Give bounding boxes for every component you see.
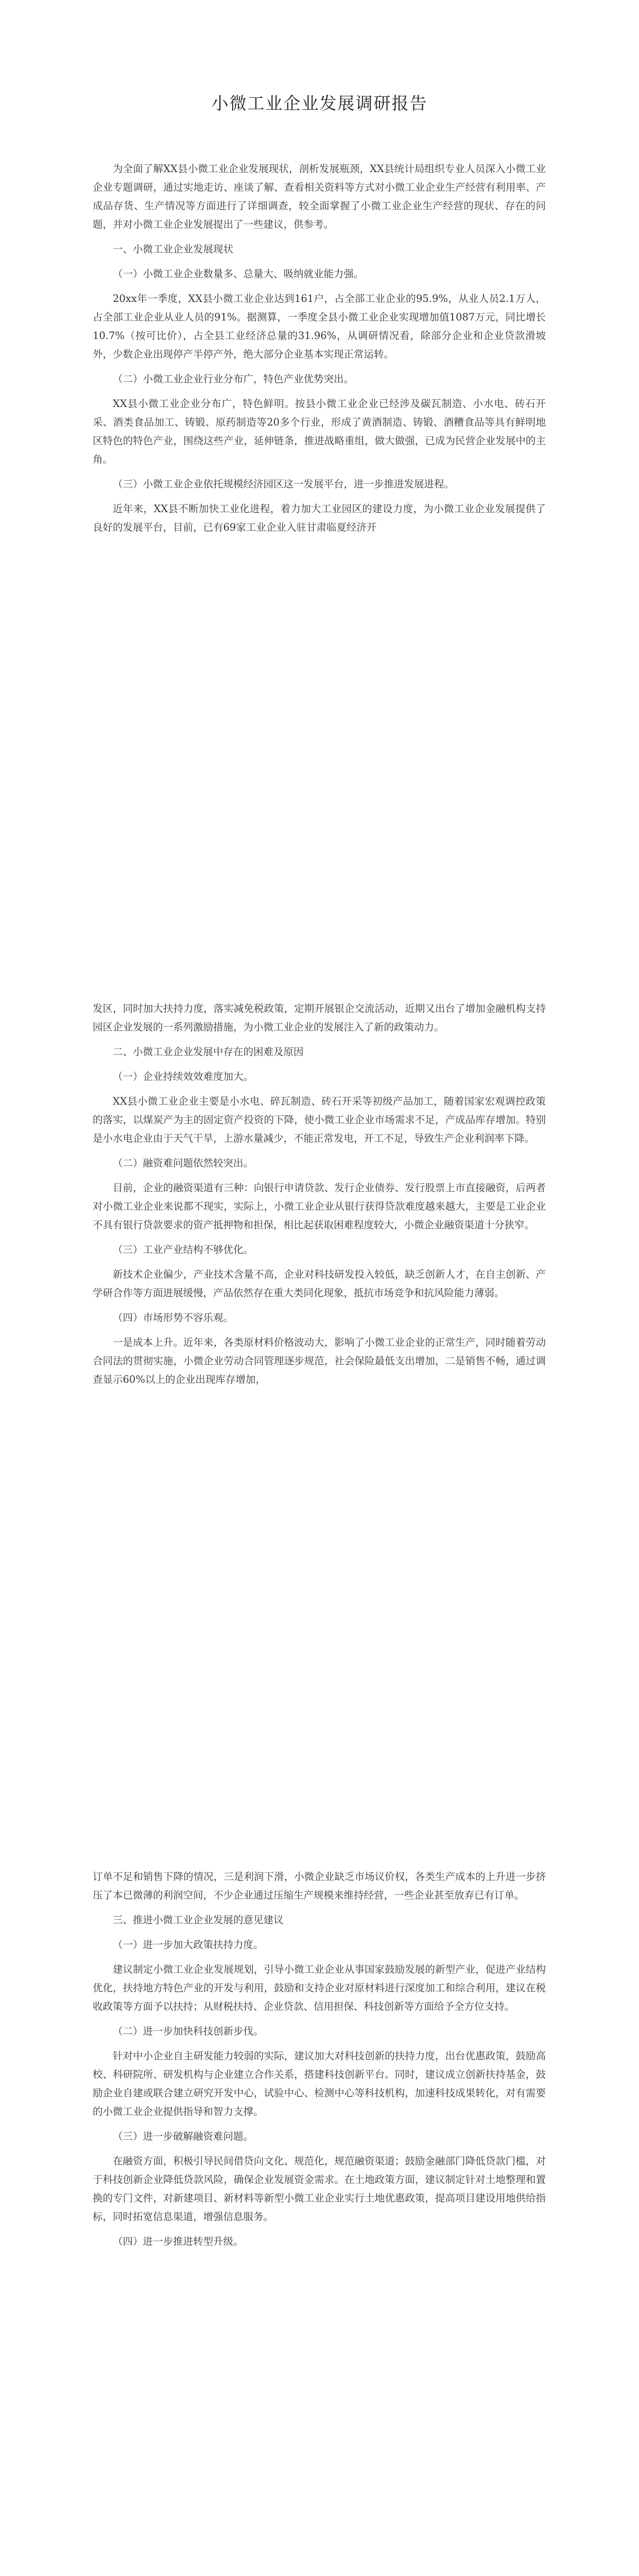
subheading-innovation: （二）进一步加快科技创新步伐。 (113, 2025, 264, 2037)
subheading-financing: （二）融资难问题依然较突出。 (113, 1157, 254, 1169)
subheading-structure: （三）工业产业结构不够优化。 (113, 1244, 254, 1256)
paragraph-structure: 新技术企业偏少，产业技术含量不高，企业对科技研发投入较低，缺乏创新人才，在自主创新、产学研合作等方面进展缓慢，产品依然存在重大类同化现象，抵抗市场竞争和抗风险能力薄弱。 (93, 1268, 546, 1299)
report-title: 小微工业企业发展调研报告 (211, 93, 428, 113)
subheading-transformation: （四）进一步推进转型升级。 (113, 2235, 244, 2247)
paragraph-financing: 目前，企业的融资渠道有三种：向银行申请贷款、发行企业债券、发行股票上市直接融资，后两者对小微工业企业来说都不现实，实际上，小微工业企业从银行获得贷款难度越来越大，主要是工业企业不具有银行贷款要求的资产抵押物和担保，相比起获取困难程度较大，小微企业融资渠道十分狭窄。 (93, 1182, 546, 1231)
subheading-efficiency: （一）企业持续效效难度加大。 (113, 1071, 254, 1082)
paragraph-efficiency: XX县小微工业企业主要是小水电、碎瓦制造、砖石开采等初级产品加工，随着国家宏观调控政策的落实，以煤炭产为主的固定资产投资的下降，使小微工业企业市场需求不足，产成品库存增加。特别是小水电企业由于天气干旱，上游水量减少，不能正常发电，开工不足，导致生产企业利润率下降。 (93, 1095, 546, 1144)
paragraph-park-continued: 发区，同时加大扶持力度，落实减免税政策，定期开展银企交流活动，近期又出台了增加金融机构支持园区企业发展的一系列激励措施，为小微工业企业的发展注入了新的政策动力。 (93, 1003, 546, 1033)
section-block-3 (93, 1868, 546, 2251)
subheading-financing-solution: （三）进一步破解融资难问题。 (113, 2130, 254, 2142)
paragraph-industrial-park: 近年来，XX县不断加快工业化进程，着力加大工业园区的建设力度，为小微工业企业发展提供了良好的发展平台，目前，已有69家工业企业入驻甘肃临夏经济开 (93, 503, 546, 533)
heading-suggestions: 三、推进小微工业企业发展的意见建议 (113, 1914, 284, 1926)
intro-paragraph: 为全面了解XX县小微工业企业发展现状，剖析发展瓶颈，XX县统计局组织专业人员深入小微工业企业专题调研，通过实地走访、座谈了解、查看相关资料等方式对小微工业企业生产经营有利用率、产成品存货、生产情况等方面进行了详细调查，较全面掌握了小微工业企业生产经营的现状、存在的问题，并对小微工业企业发展提出了一些建议，供参考。 (93, 163, 546, 230)
subheading-policy: （一）进一步加大政策扶持力度。 (113, 1939, 264, 1951)
subheading-market: （四）市场形势不容乐观。 (113, 1312, 234, 1324)
subheading-industrial-park: （三）小微工业企业依托规模经济园区这一发展平台，进一步推进发展进程。 (113, 478, 455, 490)
section-block-1 (93, 160, 546, 537)
paragraph-policy: 建议制定小微工业企业发展规划，引导小微工业企业从事国家鼓励发展的新型产业，促进产业结构优化，扶持地方特色产业的开发与利用，鼓励和支持企业对原材料进行深度加工和综合利用，建议在税收政策等方面予以扶持；从财税扶持、企业贷款、信用担保、科技创新等方面给予全方位支持。 (93, 1963, 546, 2012)
heading-difficulties: 二、小微工业企业发展中存在的困难及原因 (113, 1046, 304, 1058)
section-block-2 (93, 999, 546, 1389)
paragraph-industry-distribution: XX县小微工业企业分布广，特色鲜明。按县小微工业企业已经涉及碳瓦制造、小水电、砖石开采、酒类食品加工、铸锻、原药制造等20多个行业，形成了黄酒制造、铸锻、酒糟食品等具有鲜明地区特色的特色产业，围绕这些产业，延伸链条，推进战略重组，做大做强，已成为民营企业发展中的主角。 (93, 398, 546, 465)
paragraph-financing-solution: 在融资方面，积极引导民间借贷向文化、规范化，规范融资渠道；鼓励金融部门降低贷款门槛，对于科技创新企业降低贷款风险，确保企业发展资金需求。在土地政策方面，建议制定针对土地整理和置换的专门文件，对新建项目、新材料等新型小微工业企业实行土地优惠政策，提高项目建设用地供给指标，同时拓宽信息渠道，增强信息服务。 (93, 2155, 546, 2223)
paragraph-market: 一是成本上升。近年来，各类原材料价格波动大，影响了小微工业企业的正常生产，同时随着劳动合同法的贯彻实施，小微企业劳动合同管理逐步规范，社会保险最低支出增加，二是销售不畅，通过调查显示60%以上的企业出现库存增加， (93, 1336, 546, 1385)
paragraph-innovation: 针对中小企业自主研发能力较弱的实际，建议加大对科技创新的扶持力度，出台优惠政策，鼓励高校、科研院所、研发机构与企业建立合作关系，搭建科技创新平台。同时，建议成立创新扶持基金，鼓励企业自建或联合建立研究开发中心，试验中心、检测中心等科技机构，加速科技成果转化，对有需要的小微工业企业提供指导和智力支撑。 (93, 2050, 546, 2117)
heading-current-status: 一、小微工业企业发展现状 (113, 243, 234, 255)
subheading-quantity: （一）小微工业企业数量多、总量大、吸纳就业能力强。 (113, 268, 364, 280)
paragraph-quantity: 20xx年一季度，XX县小微工业企业达到161户，占全部工业企业的95.9%，从业人员2.1万人，占全部工业企业从业人员的91%。据测算，一季度全县小微工业企业实现增加值1087万元，同比增长10.7%（按可比价），占全县工业经济总量的31.96%，从调研情况看，除部分企业和企业贷款滑坡外，少数企业出现停产半停产外，绝大部分企业基本实现正常运转。 (93, 293, 546, 360)
subheading-industry-distribution: （二）小微工业企业行业分布广，特色产业优势突出。 (113, 373, 354, 385)
paragraph-market-continued: 订单不足和销售下降的情况，三是利润下滑，小微企业缺乏市场议价权，各类生产成本的上升进一步挤压了本已微薄的利润空间，不少企业通过压缩生产规模来维持经营，一些企业甚至放弃已有订单。 (93, 1871, 546, 1901)
